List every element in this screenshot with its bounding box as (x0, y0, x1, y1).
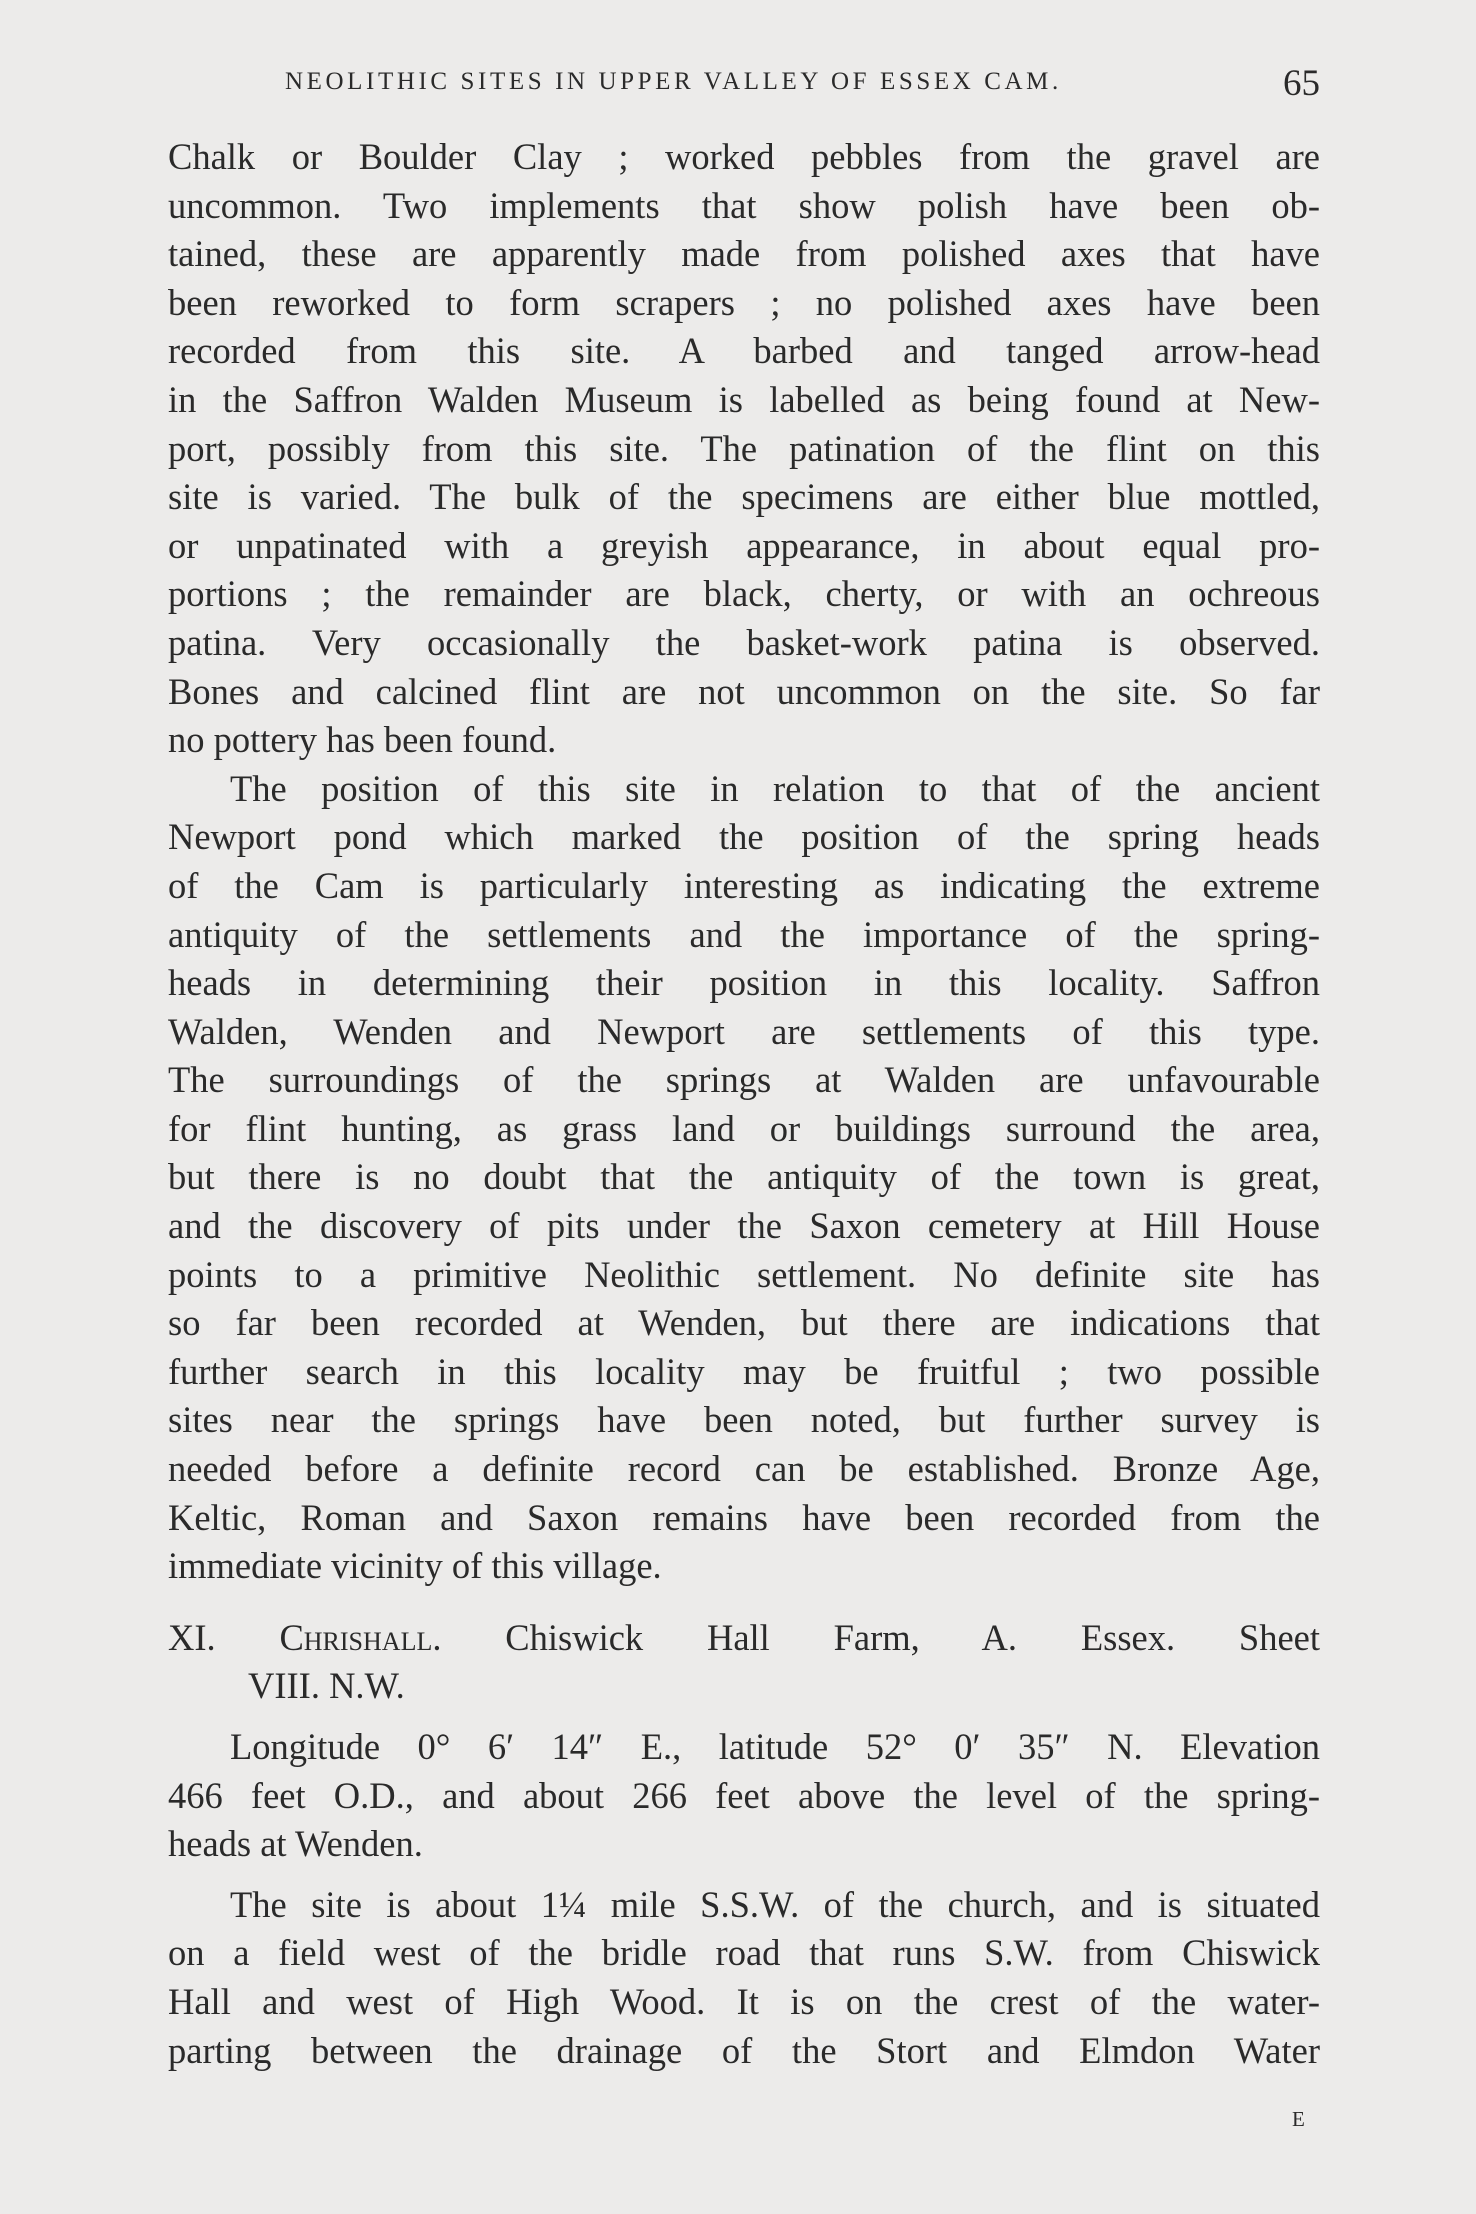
signature-mark: E (1292, 2107, 1306, 2131)
text-line: portions ; the remainder are black, cherty, or with an ochreous (168, 573, 1320, 615)
text-line: Walden, Wenden and Newport are settlements of this type. (168, 1010, 1320, 1052)
running-title: NEOLITHIC SITES IN UPPER VALLEY OF ESSEX CAM. (285, 68, 1062, 95)
text-line: site is varied. The bulk of the specimens are either blue mottled, (168, 476, 1320, 518)
text-line: recorded from this site. A barbed and tanged arrow-head (168, 330, 1320, 372)
section-gap (168, 1591, 1320, 1614)
text-line: antiquity of the settlements and the importance of the spring- (168, 913, 1320, 955)
text-line: patina. Very occasionally the basket-work patina is observed. (168, 621, 1320, 663)
text-line: for flint hunting, as grass land or buildings surround the area, (168, 1107, 1320, 1149)
text-line: Chalk or Boulder Clay ; worked pebbles from the gravel are (168, 136, 1320, 177)
paragraph-gap (168, 1869, 1320, 1881)
section-heading-line-1 (168, 1614, 1320, 1663)
text-line: uncommon. Two implements that show polish have been ob- (168, 184, 1320, 226)
page-number: 65 (1283, 63, 1320, 104)
text-line: parting between the drainage of the Stort and Elmdon Water (168, 2029, 1320, 2071)
text-line: points to a primitive Neolithic settlement. No definite site has (168, 1253, 1320, 1295)
text-line: needed before a definite record can be established. Bronze Age, (168, 1448, 1320, 1490)
paragraph-2 (168, 765, 1320, 1591)
text-line: but there is no doubt that the antiquity of the town is great, (168, 1156, 1320, 1198)
paragraph-3 (168, 1723, 1320, 1869)
text-line: 466 feet O.D., and about 266 feet above the level of the spring- (168, 1774, 1320, 1816)
text-line: The surroundings of the springs at Walden are unfavourable (168, 1059, 1320, 1101)
section-heading-line-2: VIII. N.W. (248, 1665, 405, 1707)
text-line: of the Cam is particularly interesting as indicating the extreme (168, 864, 1320, 906)
text-line: on a field west of the bridle road that runs S.W. from Chiswick (168, 1932, 1320, 1974)
text-line: further search in this locality may be fruitful ; two possible (168, 1350, 1320, 1392)
text-line: Newport pond which marked the position of the spring heads (168, 816, 1320, 858)
text-line: heads at Wenden. (168, 1823, 423, 1865)
body-text (168, 133, 1320, 2075)
text-line: Keltic, Roman and Saxon remains have been recorded from the (168, 1496, 1320, 1538)
text-line: in the Saffron Walden Museum is labelled as being found at New- (168, 378, 1320, 420)
section-heading-rest: Chiswick Hall Farm, A. Essex. Sheet (505, 1616, 1320, 1658)
running-head (168, 62, 1326, 112)
section-heading (168, 1614, 1320, 1711)
section-gap (168, 1711, 1320, 1723)
text-line: The site is about 1¼ mile S.S.W. of the church, and is situated (230, 1883, 1320, 1925)
text-line: tained, these are apparently made from polished axes that have (168, 233, 1320, 275)
text-line: heads in determining their position in this locality. Saffron (168, 962, 1320, 1004)
text-line: sites near the springs have been noted, but further survey is (168, 1399, 1320, 1441)
text-line: or unpatinated with a greyish appearance, in about equal pro- (168, 524, 1320, 566)
text-line: Bones and calcined flint are not uncommon on the site. So far (168, 670, 1320, 712)
section-number: XI. (168, 1616, 216, 1658)
text-line: immediate vicinity of this village. (168, 1545, 662, 1587)
section-place: Chrishall. (279, 1616, 442, 1658)
paragraph-4 (168, 1881, 1320, 2075)
text-line: so far been recorded at Wenden, but there are indications that (168, 1302, 1320, 1344)
text-line: Longitude 0° 6′ 14″ E., latitude 52° 0′ 35″ N. Elevation (230, 1726, 1320, 1767)
text-line: been reworked to form scrapers ; no polished axes have been (168, 281, 1320, 323)
paragraph-1 (168, 133, 1320, 765)
text-line: and the discovery of pits under the Saxon cemetery at Hill House (168, 1205, 1320, 1247)
text-line: Hall and west of High Wood. It is on the crest of the water- (168, 1980, 1320, 2022)
text-line: no pottery has been found. (168, 719, 557, 761)
text-line: The position of this site in relation to that of the ancient (230, 767, 1320, 809)
text-line: port, possibly from this site. The patination of the flint on this (168, 427, 1320, 469)
